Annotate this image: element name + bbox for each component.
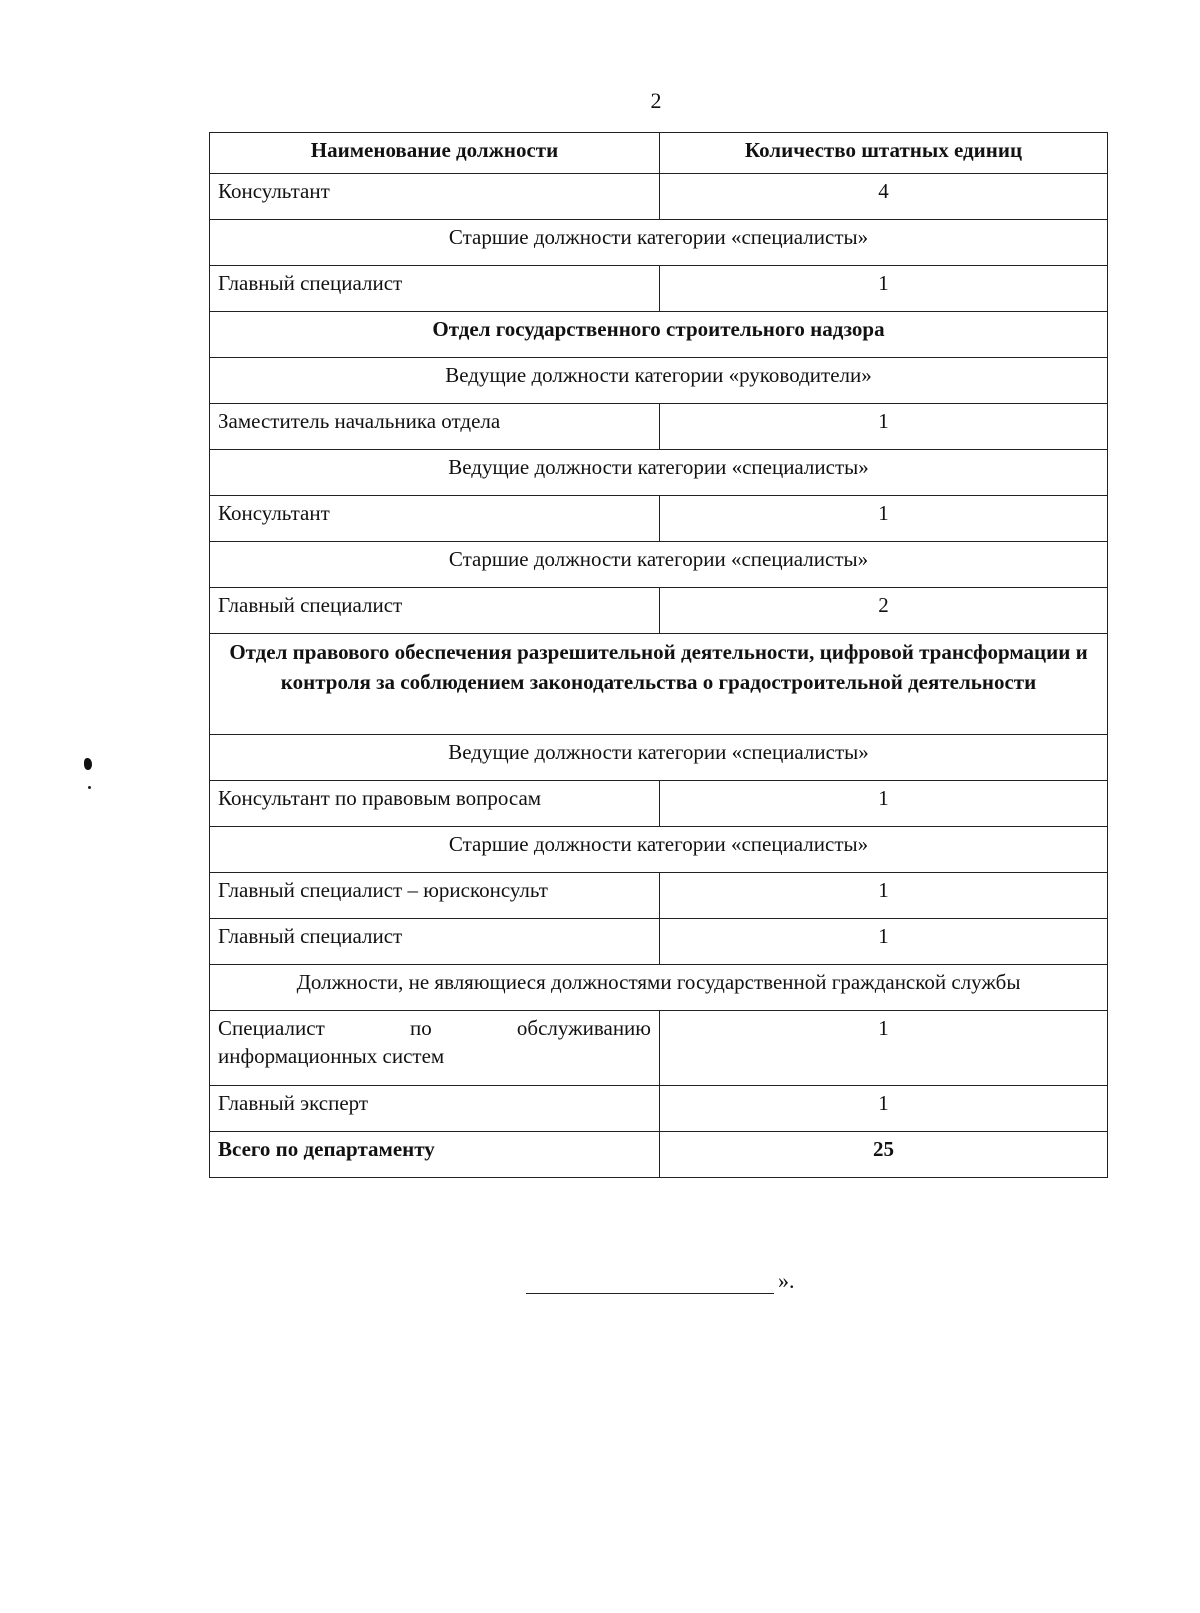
header-position-name: Наименование должности <box>210 133 660 174</box>
position-name: Консультант по правовым вопросам <box>210 781 660 827</box>
category-label: Старшие должности категории «специалисты» <box>210 827 1108 873</box>
staff-count: 1 <box>660 1086 1108 1132</box>
position-name: Главный специалист <box>210 266 660 312</box>
table-row <box>210 781 1108 827</box>
table-row <box>210 496 1108 542</box>
position-name: Главный специалист – юрисконсульт <box>210 873 660 919</box>
department-row <box>210 312 1108 358</box>
total-label: Всего по департаменту <box>210 1132 660 1178</box>
table-header-row <box>210 133 1108 174</box>
category-row <box>210 965 1108 1011</box>
staff-count: 1 <box>660 1011 1108 1086</box>
category-row <box>210 220 1108 266</box>
position-name: Главный эксперт <box>210 1086 660 1132</box>
total-row <box>210 1132 1108 1178</box>
category-label: Старшие должности категории «специалисты» <box>210 542 1108 588</box>
scan-speck <box>84 758 92 770</box>
table-row <box>210 588 1108 634</box>
total-count: 25 <box>660 1132 1108 1178</box>
staff-count: 1 <box>660 404 1108 450</box>
position-name: Консультант <box>210 496 660 542</box>
position-name: Специалист по обслуживанию информационных систем <box>210 1011 660 1086</box>
position-name: Консультант <box>210 174 660 220</box>
department-label: Отдел правового обеспечения разрешительной деятельности, цифровой трансформации и контроля за соблюдением законодательства о градостроительной деятельности <box>210 634 1108 735</box>
closing-mark <box>526 1268 795 1294</box>
category-row <box>210 542 1108 588</box>
department-label: Отдел государственного строительного надзора <box>210 312 1108 358</box>
category-row <box>210 827 1108 873</box>
staff-count: 1 <box>660 873 1108 919</box>
table-row <box>210 404 1108 450</box>
category-row <box>210 450 1108 496</box>
table-row <box>210 1011 1108 1086</box>
table-row <box>210 873 1108 919</box>
table-row <box>210 919 1108 965</box>
signature-line <box>526 1277 774 1294</box>
department-row <box>210 634 1108 735</box>
category-label: Ведущие должности категории «специалисты» <box>210 450 1108 496</box>
staff-count: 1 <box>660 496 1108 542</box>
staff-count: 1 <box>660 919 1108 965</box>
position-name: Главный специалист <box>210 919 660 965</box>
header-staff-count: Количество штатных единиц <box>660 133 1108 174</box>
table-row <box>210 174 1108 220</box>
table-row <box>210 1086 1108 1132</box>
category-label: Старшие должности категории «специалисты» <box>210 220 1108 266</box>
category-label: Ведущие должности категории «руководители» <box>210 358 1108 404</box>
staffing-table <box>209 132 1108 1178</box>
position-name: Главный специалист <box>210 588 660 634</box>
category-row <box>210 358 1108 404</box>
table-row <box>210 266 1108 312</box>
page-number: 2 <box>650 88 662 113</box>
staff-count: 1 <box>660 266 1108 312</box>
staff-count: 4 <box>660 174 1108 220</box>
position-name: Заместитель начальника отдела <box>210 404 660 450</box>
category-label: Ведущие должности категории «специалисты» <box>210 735 1108 781</box>
scan-speck <box>88 786 91 789</box>
category-row <box>210 735 1108 781</box>
category-label: Должности, не являющиеся должностями государственной гражданской службы <box>210 965 1108 1011</box>
closing-quote: ». <box>778 1268 795 1293</box>
staff-count: 1 <box>660 781 1108 827</box>
staff-count: 2 <box>660 588 1108 634</box>
